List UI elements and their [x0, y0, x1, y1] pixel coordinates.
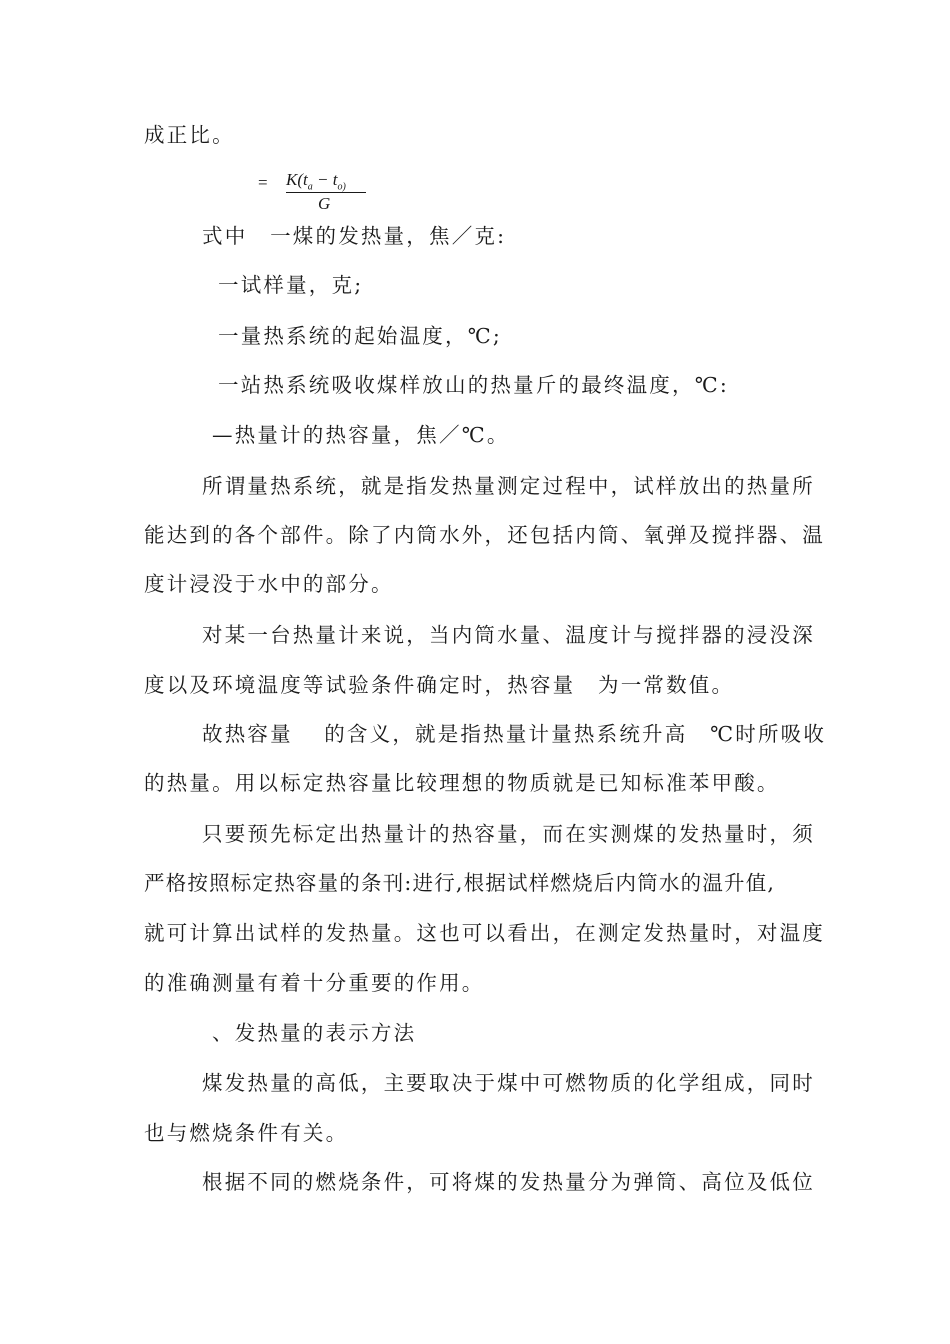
formula-minus-t: − t [312, 170, 338, 189]
formula-equals: = [258, 173, 268, 192]
formula-sub-a: a [307, 181, 313, 193]
formula-numerator [286, 170, 346, 192]
formula-sub-o: o) [337, 181, 346, 193]
text-line-16: 就可计算出试样的发热量。这也可以看出，在测定发热量时，对温度 [144, 921, 825, 945]
text-line-10: 对某一台热量计来说，当内筒水量、温度计与搅拌器的浸没深 [202, 623, 815, 647]
text-line-6: —热量计的热容量，焦／℃。 [212, 423, 510, 447]
text-line-21: 根据不同的燃烧条件，可将煤的发热量分为弹筒、高位及低位 [202, 1170, 815, 1194]
formula-denominator: G [318, 194, 331, 213]
text-line-13: 的热量。用以标定热容量比较理想的物质就是已知标准苯甲酸。 [144, 771, 780, 795]
text-line-8: 能达到的各个部件。除了内筒水外，还包括内筒、氧弹及搅拌器、温 [144, 523, 825, 547]
text-line-15: 严格按照标定热容量的条刊:进行,根据试样燃烧后内筒水的温升值, [144, 871, 776, 895]
text-line-3: 一试样量，克; [218, 273, 364, 297]
text-line-20: 也与燃烧条件有关。 [144, 1121, 349, 1145]
text-line-11: 度以及环境温度等试验条件确定时，热容量 为一常数值。 [144, 673, 735, 697]
text-line-9: 度计浸没于水中的部分。 [144, 572, 394, 596]
formula-numerator-k: K(t [286, 170, 308, 189]
text-line-4: 一量热系统的起始温度，℃; [218, 324, 502, 348]
heat-formula [258, 170, 378, 220]
text-line-7: 所谓量热系统，就是指发热量测定过程中，试样放出的热量所 [202, 474, 815, 498]
text-line-12: 故热容量 的含义，就是指热量计量热系统升高 ℃时所吸收 [202, 722, 827, 746]
text-line-2: 式中 一煤的发热量，焦／克: [202, 224, 507, 248]
text-line-5: 一站热系统吸收煤样放山的热量斤的最终温度，℃: [218, 373, 729, 397]
text-line-1: 成正比。 [144, 123, 235, 147]
section-heading: 、发热量的表示方法 [212, 1021, 417, 1045]
text-line-14: 只要预先标定出热量计的热容量，而在实测煤的发热量时，须 [202, 822, 815, 846]
fraction-bar [286, 192, 366, 193]
text-line-17: 的准确测量有着十分重要的作用。 [144, 971, 485, 995]
text-line-19: 煤发热量的高低，主要取决于煤中可燃物质的化学组成，同时 [202, 1071, 815, 1095]
